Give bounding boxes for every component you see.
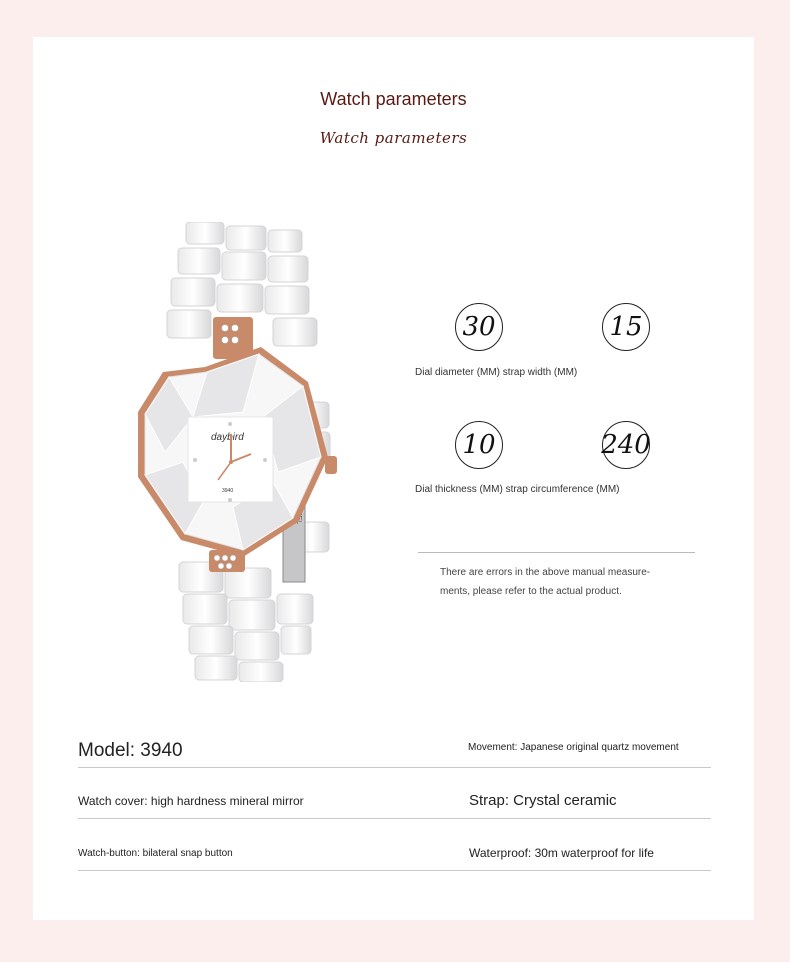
dial-model: 3940: [222, 488, 234, 494]
dial-brand: daybird: [211, 432, 244, 443]
watch-image: [93, 222, 343, 682]
note-line-1: There are errors in the above manual measure-: [440, 567, 651, 578]
measurement-note: [440, 563, 700, 601]
spec-rule-2: [78, 818, 711, 819]
page-title: Watch parameters: [320, 89, 467, 109]
param-row1-labels: Dial diameter (MM) strap width (MM): [415, 367, 578, 378]
spec-strap: Strap: Crystal ceramic: [469, 792, 617, 809]
spec-movement: Movement: Japanese original quartz movement: [468, 742, 679, 753]
dial-diameter-value: 30: [455, 303, 503, 351]
strap-circumference-value: 240: [602, 421, 650, 469]
spec-waterproof: Waterproof: 30m waterproof for life: [469, 846, 654, 860]
note-divider: [418, 552, 695, 553]
dial-thickness-value: 10: [455, 421, 503, 469]
spec-cover: Watch cover: high hardness mineral mirror: [78, 794, 304, 808]
param-row2-labels: Dial thickness (MM) strap circumference (MM): [415, 484, 620, 495]
note-line-2: ments, please refer to the actual product.: [440, 586, 622, 597]
strap-width-value: 15: [602, 303, 650, 351]
content-card: [33, 37, 754, 920]
spec-rule-3: [78, 870, 711, 871]
page-subtitle: Watch parameters: [319, 129, 468, 147]
crown: [325, 456, 337, 474]
spec-model: Model: 3940: [78, 740, 183, 761]
spec-button: Watch-button: bilateral snap button: [78, 848, 233, 859]
spec-rule-1: [78, 767, 711, 768]
